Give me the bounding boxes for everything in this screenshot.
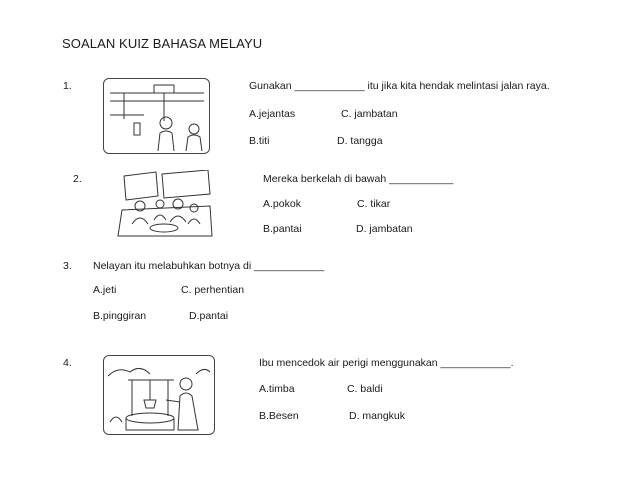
pedestrian-bridge-illustration-icon bbox=[103, 78, 210, 154]
question-4-option-c: C. baldi bbox=[347, 383, 383, 395]
question-2-text: Mereka berkelah di bawah ___________ bbox=[263, 173, 454, 185]
question-2-option-c: C. tikar bbox=[357, 198, 391, 210]
question-1-option-b: B.titi bbox=[249, 135, 270, 147]
question-2-option-b: B.pantai bbox=[263, 223, 302, 235]
question-3-text: Nelayan itu melabuhkan botnya di ____________ bbox=[93, 260, 325, 272]
question-4-text: Ibu mencedok air perigi menggunakan ____________. bbox=[259, 357, 514, 369]
question-3-option-c: C. perhentian bbox=[181, 284, 245, 296]
question-1-option-c: C. jambatan bbox=[341, 108, 398, 120]
family-picnic-illustration-icon bbox=[116, 170, 213, 238]
question-2-option-d: D. jambatan bbox=[356, 223, 413, 235]
question-3-option-b: B.pinggiran bbox=[93, 310, 147, 322]
question-3-number: 3. bbox=[63, 260, 72, 272]
page-title: SOALAN KUIZ BAHASA MELAYU bbox=[62, 36, 263, 51]
question-1-option-d: D. tangga bbox=[337, 135, 383, 147]
question-1-number: 1. bbox=[63, 80, 72, 92]
question-2-option-a: A.pokok bbox=[263, 198, 301, 210]
question-4-option-a: A.timba bbox=[259, 383, 295, 395]
question-4-option-b: B.Besen bbox=[259, 410, 299, 422]
well-water-illustration-icon bbox=[103, 355, 215, 435]
question-3-option-d: D.pantai bbox=[189, 310, 229, 322]
question-1-option-a: A.jejantas bbox=[249, 108, 296, 120]
question-4-option-d: D. mangkuk bbox=[349, 410, 406, 422]
question-1-text: Gunakan ____________ itu jika kita hendak melintasi jalan raya. bbox=[249, 80, 550, 92]
question-3-option-a: A.jeti bbox=[93, 284, 117, 296]
question-2-number: 2. bbox=[73, 173, 82, 185]
question-4-number: 4. bbox=[63, 357, 72, 369]
